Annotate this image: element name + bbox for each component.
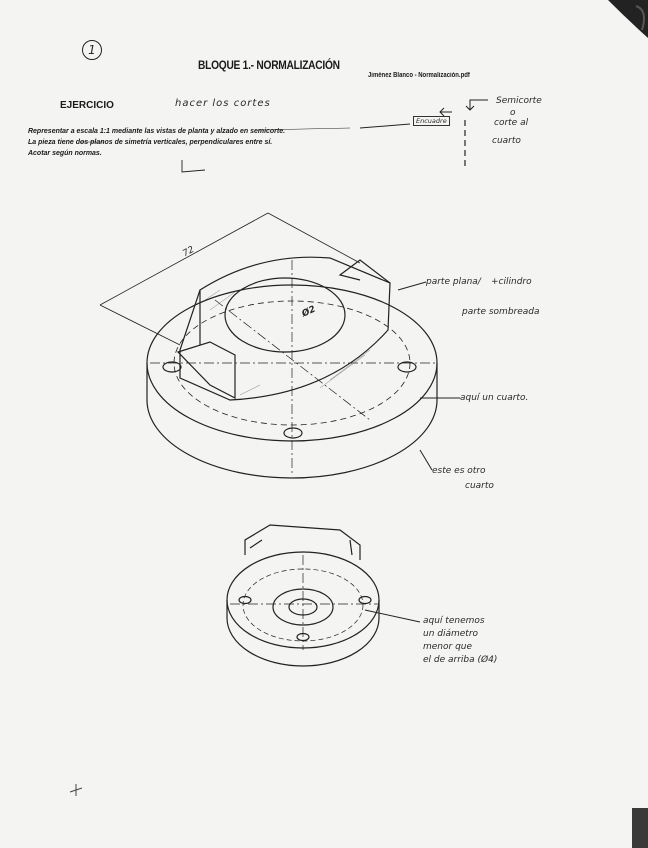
- side-note: cuarto: [492, 136, 521, 146]
- bolt-hole: [284, 428, 302, 438]
- annotation-parte-sombreada: parte sombreada: [462, 307, 540, 317]
- exercise-label: EJERCICIO: [60, 100, 114, 111]
- page-title: BLOQUE 1.- NORMALIZACIÓN: [198, 58, 340, 72]
- annotation-cuarto: aquí un cuarto.: [460, 393, 529, 403]
- central-circle: [225, 278, 345, 352]
- page-curl-icon: [578, 0, 648, 60]
- annotation-abajo: un diámetro: [423, 629, 479, 639]
- annotation-abajo: menor que: [423, 642, 473, 652]
- bolt-hole: [163, 362, 181, 372]
- encuadre-note: Encuadre: [413, 116, 450, 126]
- instruction-line: La pieza tiene dos planos de simetría verticales, perpendiculares entre sí.: [28, 137, 273, 146]
- side-note: o: [510, 108, 516, 118]
- instruction-line: Representar a escala 1:1 mediante las vistas de planta y alzado en semicorte.: [28, 126, 286, 135]
- annotation-abajo: el de arriba (Ø4): [423, 655, 498, 665]
- dimension-72: 72: [181, 244, 197, 260]
- side-note: corte al: [494, 118, 529, 128]
- page-subtitle: Jiménez Blanco - Normalización.pdf: [368, 72, 470, 79]
- annotation-abajo: aquí tenemos: [423, 616, 485, 626]
- top-block: [180, 257, 390, 400]
- annotation-parte-plana: parte plana/: [426, 277, 481, 287]
- annotation-cilindro: +cilindro: [491, 277, 532, 287]
- dimension-phi: Ø2: [300, 304, 318, 320]
- bolt-hole: [398, 362, 416, 372]
- annotation-este: este es otro: [432, 466, 486, 476]
- scan-edge: [632, 808, 648, 848]
- page-number: 1: [82, 40, 102, 60]
- handwritten-note: hacer los cortes: [175, 98, 271, 109]
- annotation-este: cuarto: [465, 481, 494, 491]
- instruction-line: Acotar según normas.: [28, 148, 102, 157]
- side-note: Semicorte: [496, 96, 542, 106]
